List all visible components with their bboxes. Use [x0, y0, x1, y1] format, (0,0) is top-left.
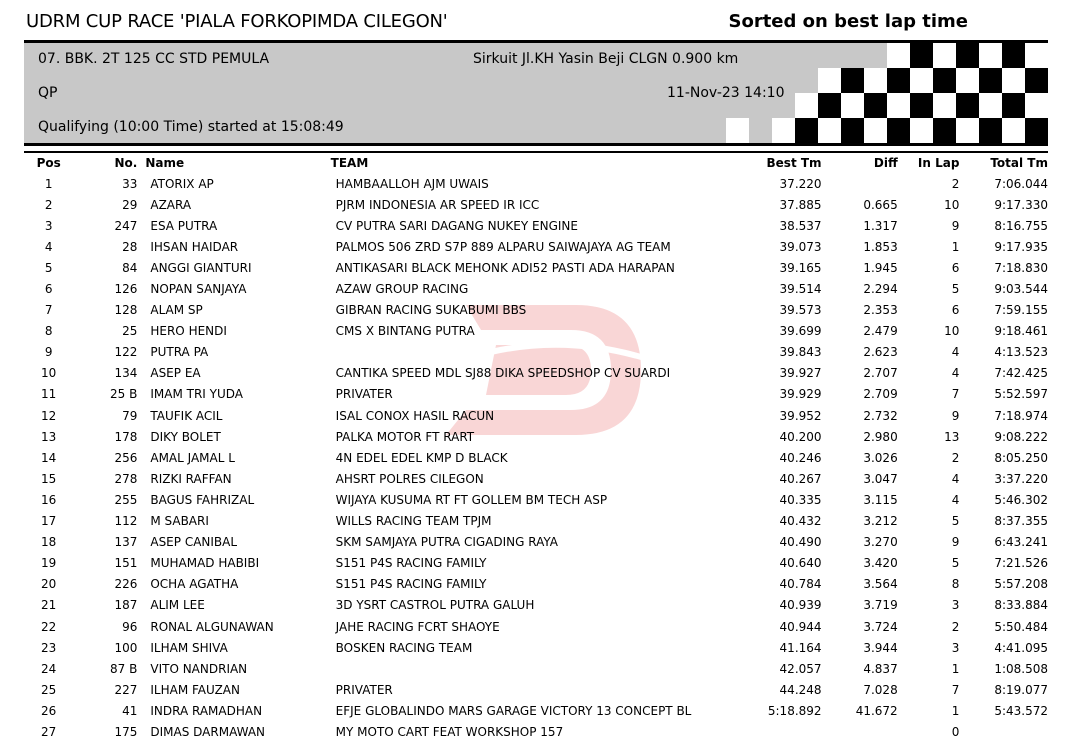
cell-in-lap: 5: [951, 514, 960, 529]
cell-team: PRIVATER: [335, 682, 393, 697]
cell-total: 9:08.222: [994, 429, 1048, 444]
cell-diff: 1.945: [863, 260, 898, 275]
cell-pos: 27: [41, 724, 57, 739]
cell-team: HAMBAALLOH AJM UWAIS: [335, 176, 489, 191]
col-pos: Pos: [24, 152, 73, 173]
cell-name: ALAM SP: [150, 303, 203, 318]
cell-team: WIJAYA KUSUMA RT FT GOLLEM BM TECH ASP: [335, 492, 608, 507]
cell-team: 3D YSRT CASTROL PUTRA GALUH: [335, 598, 535, 613]
cell-no: 226: [114, 577, 138, 592]
cell-diff: 2.294: [863, 282, 898, 297]
cell-diff: 2.709: [863, 387, 898, 402]
cell-no: 178: [114, 429, 138, 444]
cell-team: PRIVATER: [335, 387, 393, 402]
cell-in-lap: 2: [951, 176, 960, 191]
cell-pos: 25: [41, 682, 57, 697]
table-row: [24, 658, 1048, 679]
cell-name: NOPAN SANJAYA: [150, 282, 247, 297]
cell-pos: 19: [41, 556, 57, 571]
col-in-lap: In Lap: [898, 152, 960, 173]
cell-name: ASEP EA: [150, 366, 201, 381]
table-row: [24, 194, 1048, 215]
cell-no: 25: [122, 324, 138, 339]
sort-label: Sorted on best lap time: [728, 11, 968, 32]
cell-in-lap: 4: [951, 366, 960, 381]
table-row: [24, 721, 1048, 742]
cell-name: AMAL JAMAL L: [150, 450, 235, 465]
cell-in-lap: 4: [951, 492, 960, 507]
cell-in-lap: 5: [951, 282, 960, 297]
cell-pos: 18: [41, 535, 57, 550]
cell-name: OCHA AGATHA: [150, 577, 239, 592]
cell-total: 9:17.330: [994, 197, 1048, 212]
cell-pos: 14: [41, 450, 57, 465]
cell-name: ILHAM FAUZAN: [150, 682, 240, 697]
cell-pos: 7: [44, 303, 53, 318]
cell-no: 187: [114, 598, 138, 613]
col-name: Name: [143, 152, 330, 173]
cell-total: 4:41.095: [994, 640, 1048, 655]
cell-in-lap: 9: [951, 408, 960, 423]
cell-best: 40.944: [779, 619, 822, 634]
cell-no: 33: [122, 176, 138, 191]
cell-total: 8:16.755: [994, 218, 1048, 233]
cell-name: BAGUS FAHRIZAL: [150, 492, 255, 507]
cell-no: 84: [122, 260, 138, 275]
cell-pos: 24: [41, 661, 57, 676]
cell-total: 7:42.425: [994, 366, 1048, 381]
cell-best: 40.784: [779, 577, 822, 592]
cell-team: CV PUTRA SARI DAGANG NUKEY ENGINE: [335, 218, 578, 233]
col-no: No.: [73, 152, 143, 173]
cell-in-lap: 3: [951, 598, 960, 613]
table-row: [24, 553, 1048, 574]
cell-diff: 3.564: [863, 577, 898, 592]
cell-total: 8:33.884: [994, 598, 1048, 613]
cell-name: AZARA: [150, 197, 192, 212]
cell-no: 41: [122, 703, 138, 718]
cell-total: 3:37.220: [994, 471, 1048, 486]
cell-name: ESA PUTRA: [150, 218, 218, 233]
cell-team: JAHE RACING FCRT SHAOYE: [335, 619, 500, 634]
cell-in-lap: 6: [951, 303, 960, 318]
cell-pos: 22: [41, 619, 57, 634]
cell-team: SKM SAMJAYA PUTRA CIGADING RAYA: [335, 535, 558, 550]
cell-best: 39.699: [779, 324, 822, 339]
cell-name: ILHAM SHIVA: [150, 640, 228, 655]
cell-diff: 3.719: [863, 598, 898, 613]
cell-no: 100: [114, 640, 138, 655]
cell-pos: 26: [41, 703, 57, 718]
cell-team: S151 P4S RACING FAMILY: [335, 577, 487, 592]
cell-best: 5:18.892: [767, 703, 822, 718]
cell-team: CANTIKA SPEED MDL SJ88 DIKA SPEEDSHOP CV SUARDI: [335, 366, 671, 381]
cell-team: PJRM INDONESIA AR SPEED IR ICC: [335, 197, 540, 212]
cell-in-lap: 9: [951, 218, 960, 233]
col-team: TEAM: [331, 152, 748, 173]
cell-best: 44.248: [779, 682, 822, 697]
cell-name: HERO HENDI: [150, 324, 227, 339]
cell-total: 9:18.461: [994, 324, 1048, 339]
table-row: [24, 384, 1048, 405]
cell-no: 112: [114, 514, 138, 529]
cell-diff: 3.270: [863, 535, 898, 550]
cell-pos: 20: [41, 577, 57, 592]
cell-total: 9:17.935: [994, 239, 1048, 254]
cell-no: 175: [114, 724, 138, 739]
table-row: [24, 215, 1048, 236]
table-row: [24, 300, 1048, 321]
cell-pos: 5: [44, 260, 53, 275]
cell-diff: 1.317: [863, 218, 898, 233]
cell-diff: 4.837: [863, 661, 898, 676]
cell-in-lap: 1: [951, 703, 960, 718]
col-best: Best Tm: [747, 152, 821, 173]
cell-total: 7:06.044: [994, 176, 1048, 191]
cell-no: 79: [122, 408, 138, 423]
col-diff: Diff: [822, 152, 898, 173]
cell-pos: 3: [44, 218, 53, 233]
cell-no: 28: [122, 239, 138, 254]
cell-name: TAUFIK ACIL: [150, 408, 223, 423]
cell-best: 40.267: [779, 471, 822, 486]
table-row: [24, 321, 1048, 342]
cell-team: S151 P4S RACING FAMILY: [335, 556, 487, 571]
cell-diff: 41.672: [855, 703, 898, 718]
cell-name: IHSAN HAIDAR: [150, 239, 239, 254]
cell-no: 122: [114, 345, 138, 360]
cell-diff: 2.732: [863, 408, 898, 423]
cell-team: AHSRT POLRES CILEGON: [335, 471, 484, 486]
table-row: [24, 447, 1048, 468]
cell-total: 7:59.155: [994, 303, 1048, 318]
cell-best: 39.573: [779, 303, 822, 318]
cell-diff: 3.212: [863, 514, 898, 529]
cell-team: BOSKEN RACING TEAM: [335, 640, 473, 655]
cell-team: [331, 658, 748, 679]
cell-diff: 3.026: [863, 450, 898, 465]
table-row: [24, 679, 1048, 700]
cell-team: CMS X BINTANG PUTRA: [335, 324, 475, 339]
cell-total: 7:18.974: [994, 408, 1048, 423]
cell-pos: 13: [41, 429, 57, 444]
cell-in-lap: 5: [951, 556, 960, 571]
cell-diff: 2.707: [863, 366, 898, 381]
cell-no: 96: [122, 619, 138, 634]
cell-pos: 9: [44, 345, 53, 360]
cell-team: AZAW GROUP RACING: [335, 282, 469, 297]
cell-pos: 6: [44, 282, 53, 297]
cell-best: 39.073: [779, 239, 822, 254]
cell-name: M SABARI: [150, 514, 209, 529]
cell-diff: [822, 721, 898, 742]
cell-in-lap: 1: [951, 239, 960, 254]
cell-team: 4N EDEL EDEL KMP D BLACK: [335, 450, 508, 465]
cell-best: 39.929: [779, 387, 822, 402]
cell-in-lap: 6: [951, 260, 960, 275]
cell-in-lap: 13: [944, 429, 960, 444]
cell-diff: 3.724: [863, 619, 898, 634]
table-row: [24, 468, 1048, 489]
session-start: Qualifying (10:00 Time) started at 15:08:49: [38, 119, 344, 135]
report-title-row: [24, 10, 1048, 36]
cell-no: 126: [114, 282, 138, 297]
cell-total: 5:57.208: [994, 577, 1048, 592]
table-row: [24, 489, 1048, 510]
cell-total: 5:52.597: [994, 387, 1048, 402]
cell-best: 39.927: [779, 366, 822, 381]
cell-diff: 2.623: [863, 345, 898, 360]
cell-diff: 7.028: [863, 682, 898, 697]
cell-pos: 11: [41, 387, 57, 402]
session-type: QP: [38, 85, 58, 101]
cell-pos: 8: [44, 324, 53, 339]
cell-total: 7:18.830: [994, 260, 1048, 275]
cell-pos: 4: [44, 239, 53, 254]
session-datetime: 11-Nov-23 14:10: [667, 85, 785, 101]
cell-name: IMAM TRI YUDA: [150, 387, 244, 402]
cell-best: 38.537: [779, 218, 822, 233]
cell-diff: 3.115: [863, 492, 898, 507]
cell-best: 40.246: [779, 450, 822, 465]
cell-no: 29: [122, 197, 138, 212]
cell-in-lap: 4: [951, 471, 960, 486]
cell-diff: [822, 173, 898, 194]
class-name: 07. BBK. 2T 125 CC STD PEMULA: [38, 51, 270, 67]
cell-total: 8:19.077: [994, 682, 1048, 697]
cell-team: MY MOTO CART FEAT WORKSHOP 157: [335, 724, 564, 739]
cell-in-lap: 3: [951, 640, 960, 655]
cell-in-lap: 8: [951, 577, 960, 592]
cell-total: 6:43.241: [994, 535, 1048, 550]
cell-in-lap: 10: [944, 324, 960, 339]
cell-no: 87 B: [110, 661, 138, 676]
cell-total: 8:05.250: [994, 450, 1048, 465]
cell-diff: 3.944: [863, 640, 898, 655]
cell-team: PALMOS 506 ZRD S7P 889 ALPARU SAIWAJAYA AG TEAM: [335, 239, 671, 254]
cell-name: ANGGI GIANTURI: [150, 260, 252, 275]
cell-pos: 1: [44, 176, 53, 191]
table-row: [24, 426, 1048, 447]
table-row: [24, 511, 1048, 532]
table-row: [24, 236, 1048, 257]
cell-pos: 2: [44, 197, 53, 212]
cell-pos: 12: [41, 408, 57, 423]
results-table: [24, 151, 1048, 743]
cell-diff: 3.420: [863, 556, 898, 571]
cell-name: RIZKI RAFFAN: [150, 471, 232, 486]
cell-diff: 3.047: [863, 471, 898, 486]
cell-best: 41.164: [779, 640, 822, 655]
session-header: [24, 40, 1048, 146]
table-row: [24, 700, 1048, 721]
cell-in-lap: 2: [951, 450, 960, 465]
cell-total: 9:03.544: [994, 282, 1048, 297]
cell-pos: 21: [41, 598, 57, 613]
cell-best: 40.335: [779, 492, 822, 507]
cell-best: 39.843: [779, 345, 822, 360]
table-row: [24, 637, 1048, 658]
cell-total: [959, 721, 1048, 742]
cell-in-lap: 10: [944, 197, 960, 212]
cell-total: 5:46.302: [994, 492, 1048, 507]
table-row: [24, 257, 1048, 278]
checkered-flag-icon: [726, 43, 1048, 143]
cell-total: 8:37.355: [994, 514, 1048, 529]
cell-diff: 2.980: [863, 429, 898, 444]
cell-pos: 10: [41, 366, 57, 381]
cell-total: 7:21.526: [994, 556, 1048, 571]
table-row: [24, 405, 1048, 426]
cell-diff: 2.353: [863, 303, 898, 318]
cell-best: 39.514: [779, 282, 822, 297]
cell-total: 5:50.484: [994, 619, 1048, 634]
cell-no: 137: [114, 535, 138, 550]
cell-name: INDRA RAMADHAN: [150, 703, 263, 718]
report-title: UDRM CUP RACE 'PIALA FORKOPIMDA CILEGON': [26, 11, 448, 32]
cell-best: 40.432: [779, 514, 822, 529]
cell-in-lap: 9: [951, 535, 960, 550]
cell-in-lap: 2: [951, 619, 960, 634]
cell-team: [331, 342, 748, 363]
table-row: [24, 574, 1048, 595]
cell-total: 1:08.508: [994, 661, 1048, 676]
cell-name: ATORIX AP: [150, 176, 214, 191]
col-total: Total Tm: [959, 152, 1048, 173]
cell-best: 37.885: [779, 197, 822, 212]
cell-name: ALIM LEE: [150, 598, 205, 613]
cell-pos: 17: [41, 514, 57, 529]
cell-team: ISAL CONOX HASIL RACUN: [335, 408, 495, 423]
cell-pos: 23: [41, 640, 57, 655]
cell-no: 247: [114, 218, 138, 233]
cell-no: 278: [114, 471, 138, 486]
cell-best: [747, 721, 821, 742]
cell-name: MUHAMAD HABIBI: [150, 556, 260, 571]
cell-no: 256: [114, 450, 138, 465]
cell-total: 5:43.572: [994, 703, 1048, 718]
cell-name: RONAL ALGUNAWAN: [150, 619, 274, 634]
cell-no: 151: [114, 556, 138, 571]
table-row: [24, 595, 1048, 616]
table-row: [24, 342, 1048, 363]
cell-team: GIBRAN RACING SUKABUMI BBS: [335, 303, 527, 318]
cell-no: 128: [114, 303, 138, 318]
cell-in-lap: 0: [951, 724, 960, 739]
cell-best: 39.952: [779, 408, 822, 423]
cell-in-lap: 4: [951, 345, 960, 360]
table-row: [24, 278, 1048, 299]
cell-team: WILLS RACING TEAM TPJM: [335, 514, 492, 529]
cell-name: PUTRA PA: [150, 345, 209, 360]
cell-best: 40.200: [779, 429, 822, 444]
cell-best: 37.220: [779, 176, 822, 191]
cell-best: 40.939: [779, 598, 822, 613]
circuit-info: Sirkuit Jl.KH Yasin Beji CLGN 0.900 km: [473, 51, 739, 67]
cell-in-lap: 7: [951, 682, 960, 697]
table-row: [24, 173, 1048, 194]
cell-in-lap: 7: [951, 387, 960, 402]
cell-in-lap: 1: [951, 661, 960, 676]
cell-best: 40.490: [779, 535, 822, 550]
cell-no: 255: [114, 492, 138, 507]
cell-name: DIMAS DARMAWAN: [150, 724, 266, 739]
cell-pos: 16: [41, 492, 57, 507]
cell-no: 227: [114, 682, 138, 697]
cell-name: VITO NANDRIAN: [150, 661, 248, 676]
cell-no: 134: [114, 366, 138, 381]
cell-diff: 0.665: [863, 197, 898, 212]
table-row: [24, 616, 1048, 637]
cell-best: 40.640: [779, 556, 822, 571]
cell-no: 25 B: [110, 387, 138, 402]
cell-best: 42.057: [779, 661, 822, 676]
cell-pos: 15: [41, 471, 57, 486]
table-row: [24, 363, 1048, 384]
cell-team: EFJE GLOBALINDO MARS GARAGE VICTORY 13 CONCEPT BL: [335, 703, 692, 718]
cell-total: 4:13.523: [994, 345, 1048, 360]
table-header: [24, 152, 1048, 173]
cell-name: DIKY BOLET: [150, 429, 221, 444]
cell-team: PALKA MOTOR FT RART: [335, 429, 475, 444]
cell-diff: 2.479: [863, 324, 898, 339]
table-row: [24, 532, 1048, 553]
cell-best: 39.165: [779, 260, 822, 275]
cell-diff: 1.853: [863, 239, 898, 254]
cell-team: ANTIKASARI BLACK MEHONK ADI52 PASTI ADA HARAPAN: [335, 260, 675, 275]
cell-name: ASEP CANIBAL: [150, 535, 238, 550]
